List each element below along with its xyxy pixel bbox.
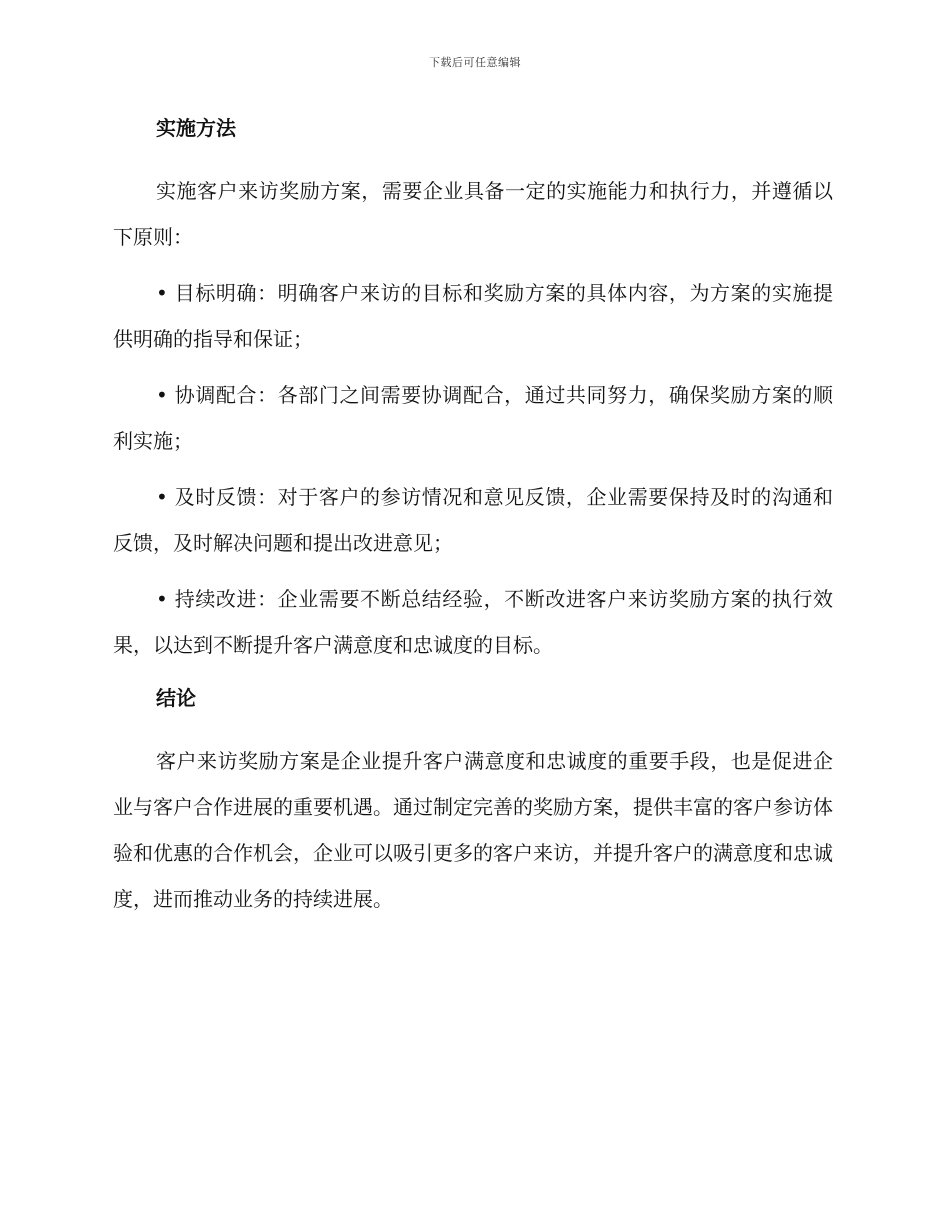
paragraph-conclusion: 客户来访奖励方案是企业提升客户满意度和忠诚度的重要手段，也是促进企业与客户合作进展的重要机遇。通过制定完善的奖励方案，提供丰富的客户参访体验和优惠的合作机会，企业可以吸引更多的客户来访，并提升客户的满意度和忠诚度，进而推动业务的持续进展。 — [113, 749, 833, 911]
section-heading-implementation: 实施方法 — [156, 116, 236, 140]
list-item-feedback: • 及时反馈：对于客户的参访情况和意见反馈，企业需要保持及时的沟通和反馈，及时解决问题和提出改进意见； — [113, 485, 833, 555]
section-heading-conclusion: 结论 — [156, 686, 196, 710]
list-item-goal: • 目标明确：明确客户来访的目标和奖励方案的具体内容，为方案的实施提供明确的指导和保证； — [113, 281, 833, 351]
list-item-improvement: • 持续改进：企业需要不断总结经验，不断改进客户来访奖励方案的执行效果，以达到不断提升客户满意度和忠诚度的目标。 — [113, 587, 833, 657]
list-item-coordination: • 协调配合：各部门之间需要协调配合，通过共同努力，确保奖励方案的顺利实施； — [113, 383, 833, 453]
document-body — [113, 112, 833, 922]
header-note: 下载后可任意编辑 — [429, 56, 521, 69]
paragraph-intro: 实施客户来访奖励方案，需要企业具备一定的实施能力和执行力，并遵循以下原则： — [113, 179, 833, 249]
